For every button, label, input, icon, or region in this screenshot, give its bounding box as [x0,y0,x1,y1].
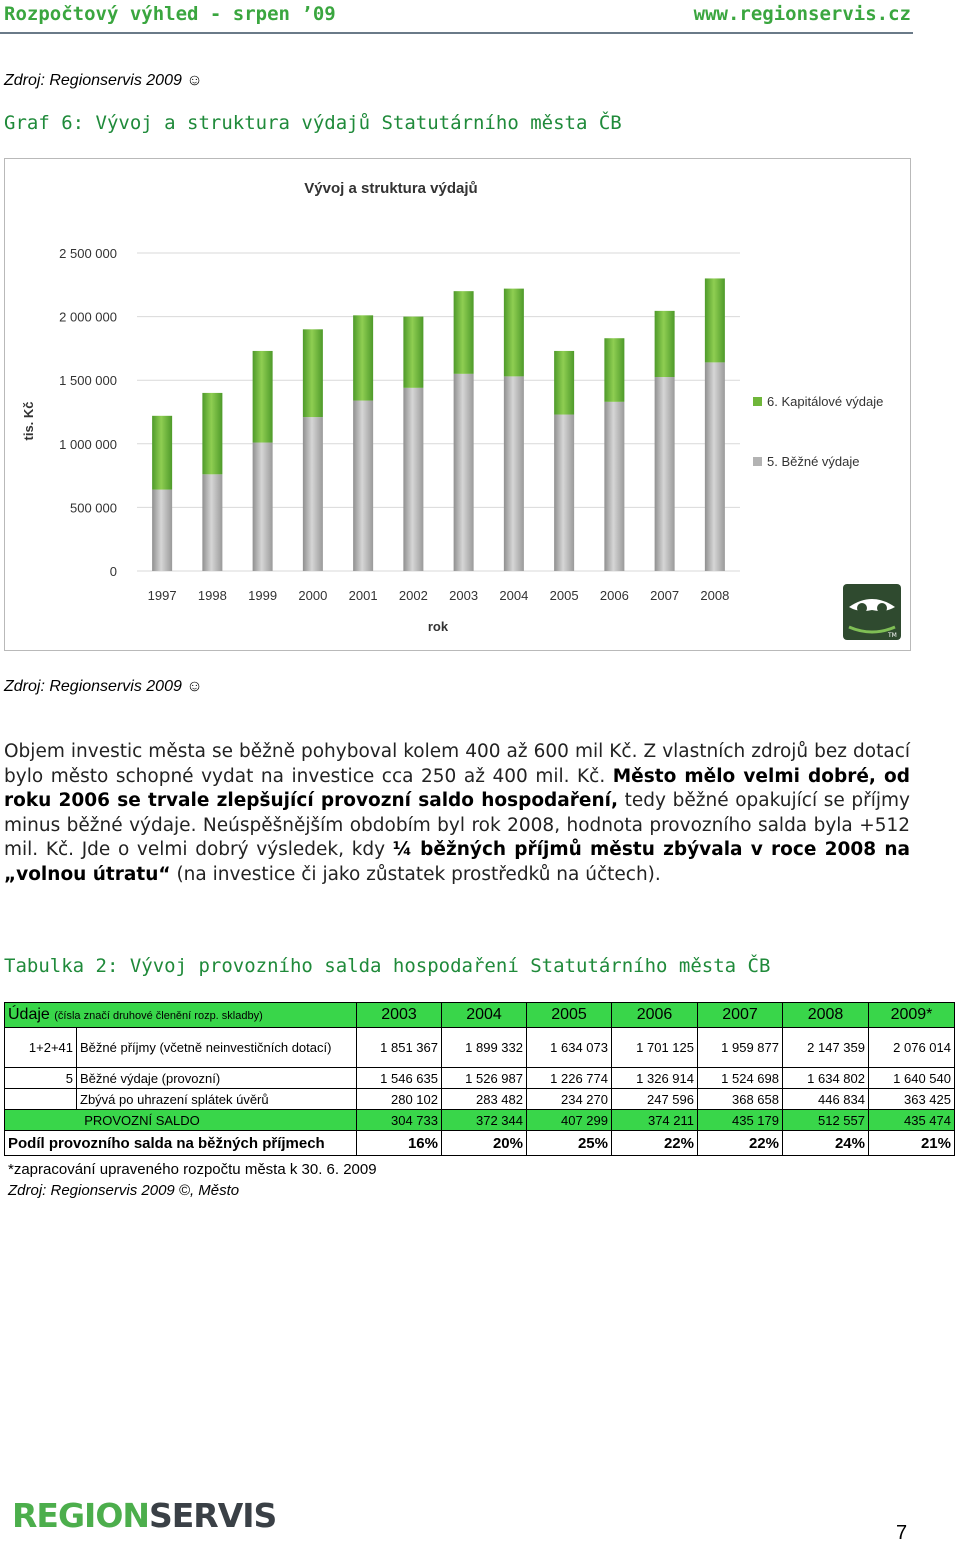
x-tick-label: 2001 [348,588,378,603]
bar-bezne-vydaje [454,374,474,571]
saldo-row [5,1110,955,1131]
chart-title: Vývoj a struktura výdajů [304,180,478,197]
bar-kapitalove-vydaje [253,351,273,443]
bar-bezne-vydaje [705,362,725,571]
value-cell: 368 658 [698,1089,783,1110]
bar-kapitalove-vydaje [303,329,323,417]
x-tick-label: 2002 [398,588,428,603]
para-bold-2: ¼ běžných příjmů městu zbývala v roce 2008 na „volnou útratu“ [4,839,911,885]
para-text-2: tedy běžné opakující se příjmy minus běžné výdaje. Neúspěšnějším obdobím byl rok 2008, hodnota provozního salda byla +512 mil. Kč. Jde o velmi dobrý výsledek, kdy [4,790,910,861]
year-cell: 2008 [783,1003,869,1028]
bar-kapitalove-vydaje [504,289,524,377]
value-cell: 2 076 014 [869,1028,955,1068]
x-tick-label: 2008 [700,588,730,603]
bar-bezne-vydaje [303,417,323,571]
page-header [0,0,913,34]
value-cell: 1 959 877 [698,1028,783,1068]
table-row [5,1028,955,1068]
header-label-cell [5,1003,357,1028]
bar-kapitalove-vydaje [454,291,474,374]
bar-kapitalove-vydaje [403,317,423,388]
bar-kapitalove-vydaje [353,315,373,400]
value-cell: 363 425 [869,1089,955,1110]
value-cell: 1 226 774 [527,1068,612,1089]
bar-kapitalove-vydaje [705,278,725,362]
table-header-row [5,1003,955,1028]
x-tick-label: 1999 [248,588,278,603]
value-cell: 1 640 540 [869,1068,955,1089]
x-tick-label: 2000 [298,588,328,603]
y-tick-label: 0 [109,564,117,579]
x-tick-label: 2004 [499,588,529,603]
bar-bezne-vydaje [554,415,574,571]
code-cell [5,1089,77,1110]
bar-bezne-vydaje [504,376,524,571]
x-tick-label: 2005 [549,588,579,603]
value-cell: 1 546 635 [357,1068,442,1089]
saldo-cell: 407 299 [527,1110,612,1131]
y-axis-label: tis. Kč [21,401,36,441]
saldo-cell: 435 474 [869,1110,955,1131]
bar-kapitalove-vydaje [202,393,222,474]
share-label: Podíl provozního salda na běžných příjmech [5,1131,357,1156]
code-cell: 5 [5,1068,77,1089]
x-tick-label: 1997 [147,588,177,603]
saldo-cell: 304 733 [357,1110,442,1131]
x-tick-label: 2007 [650,588,680,603]
year-cell: 2007 [698,1003,783,1028]
y-tick-label: 1 000 000 [59,436,117,452]
year-cell: 2003 [357,1003,442,1028]
para-text-3: (na investice či jako zůstatek prostředků na účtech). [170,863,661,885]
svg-text:TM: TM [888,632,897,639]
para-text-1: Objem investic města se běžně pohyboval kolem 400 až 600 mil Kč. Z vlastních zdrojů bez dotací bylo město schopné vydat na investice cca 250 až 400 mil. Kč. [4,741,910,787]
value-cell: 1 701 125 [612,1028,698,1068]
value-cell: 1 851 367 [357,1028,442,1068]
code-cell: 1+2+41 [5,1028,77,1068]
x-tick-label: 2003 [449,588,479,603]
y-tick-label: 2 000 000 [59,309,117,325]
y-tick-label: 2 500 000 [59,246,117,261]
row-label: Běžné výdaje (provozní) [77,1068,357,1089]
value-cell: 1 526 987 [442,1068,527,1089]
bar-kapitalove-vydaje [604,338,624,402]
source-note-mid: Zdroj: Regionservis 2009 ☺ [4,678,203,695]
x-axis-label: rok [427,619,449,634]
share-cell: 16% [357,1131,442,1156]
chart-svg [5,159,910,650]
share-cell: 20% [442,1131,527,1156]
value-cell: 1 524 698 [698,1068,783,1089]
legend-label: 6. Kapitálové výdaje [767,394,884,409]
value-cell: 1 899 332 [442,1028,527,1068]
saldo-cell: 435 179 [698,1110,783,1131]
share-cell: 25% [527,1131,612,1156]
table-row [5,1089,955,1110]
share-cell: 22% [612,1131,698,1156]
year-cell: 2005 [527,1003,612,1028]
header-sub: (čísla značí druhové členění rozp. skladby) [54,1010,263,1022]
bar-kapitalove-vydaje [152,416,172,490]
bar-bezne-vydaje [403,388,423,571]
share-row [5,1131,955,1156]
share-cell: 24% [783,1131,869,1156]
legend-swatch [753,457,762,466]
share-cell: 22% [698,1131,783,1156]
saldo-table [4,1002,955,1156]
saldo-label: PROVOZNÍ SALDO [5,1110,357,1131]
saldo-cell: 374 211 [612,1110,698,1131]
logo-part-region: REGION [12,1496,149,1535]
share-cell: 21% [869,1131,955,1156]
bar-bezne-vydaje [152,490,172,571]
page-number: 7 [896,1522,908,1544]
y-tick-label: 1 500 000 [59,373,117,389]
row-label: Běžné příjmy (včetně neinvestičních dotací) [77,1028,357,1068]
body-paragraph [4,740,910,888]
value-cell: 2 147 359 [783,1028,869,1068]
para-bold-1: Město mělo velmi dobré, od roku 2006 se trvale zlepšující provozní saldo hospodaření, [4,765,910,812]
owl-logo-icon [843,584,901,640]
bar-kapitalove-vydaje [655,311,675,377]
year-cell: 2006 [612,1003,698,1028]
bar-kapitalove-vydaje [554,351,574,415]
website-link[interactable]: www.regionservis.cz [693,3,911,25]
x-tick-label: 1998 [197,588,227,603]
value-cell: 1 634 802 [783,1068,869,1089]
value-cell: 1 634 073 [527,1028,612,1068]
bar-bezne-vydaje [202,474,222,571]
logo-part-servis: SERVIS [149,1496,277,1535]
regionservis-logo [12,1496,276,1535]
saldo-cell: 372 344 [442,1110,527,1131]
table-row [5,1068,955,1089]
bar-bezne-vydaje [353,401,373,571]
expenditure-chart [4,158,911,651]
x-tick-label: 2006 [599,588,629,603]
bar-bezne-vydaje [655,377,675,571]
header-label: Údaje [8,1006,50,1023]
value-cell: 283 482 [442,1089,527,1110]
figure-caption: Graf 6: Vývoj a struktura výdajů Statutárního města ČB [4,112,622,134]
legend-swatch [753,397,762,406]
source-note-top: Zdroj: Regionservis 2009 ☺ [4,72,203,89]
bar-bezne-vydaje [604,402,624,571]
value-cell: 247 596 [612,1089,698,1110]
budget-note: *zapracování upraveného rozpočtu města k 30. 6. 2009 [8,1161,377,1178]
value-cell: 234 270 [527,1089,612,1110]
row-label: Zbývá po uhrazení splátek úvěrů [77,1089,357,1110]
document-title: Rozpočtový výhled - srpen ’09 [4,3,336,25]
bar-bezne-vydaje [253,443,273,571]
table-caption: Tabulka 2: Vývoj provozního salda hospodaření Statutárního města ČB [4,955,771,977]
year-cell: 2004 [442,1003,527,1028]
value-cell: 446 834 [783,1089,869,1110]
value-cell: 1 326 914 [612,1068,698,1089]
source-note-bottom: Zdroj: Regionservis 2009 ©, Město [8,1182,240,1199]
year-cell: 2009* [869,1003,955,1028]
y-tick-label: 500 000 [70,500,117,516]
saldo-cell: 512 557 [783,1110,869,1131]
value-cell: 280 102 [357,1089,442,1110]
legend-label: 5. Běžné výdaje [767,454,860,469]
